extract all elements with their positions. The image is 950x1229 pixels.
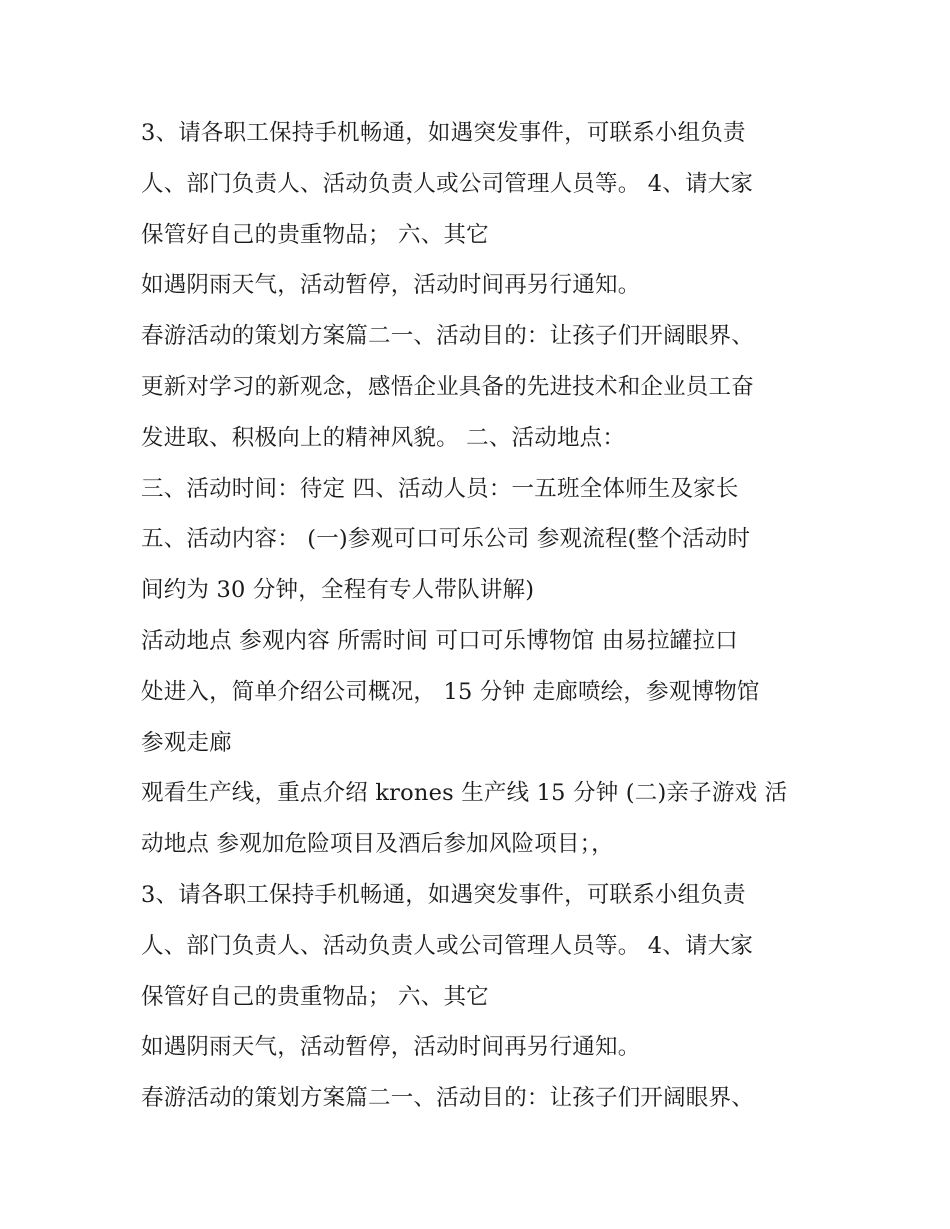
document-body	[141, 108, 821, 1124]
text-line: 如遇阴雨天气，活动暂停，活动时间再另行通知。	[141, 1034, 641, 1061]
text-line: 人、部门负责人、活动负责人或公司管理人员等。 4、请大家	[141, 932, 754, 959]
text-line: 动地点 参观加危险项目及酒后参加风险项目；，	[141, 831, 614, 858]
text-line: 观看生产线，重点介绍 krones 生产线 15 分钟 (二)亲子游戏 活	[141, 780, 788, 807]
text-line: 更新对学习的新观念，感悟企业具备的先进技术和企业员工奋	[141, 373, 754, 400]
text-line: 处进入，简单介绍公司概况， 15 分钟 走廊喷绘，参观博物馆	[141, 678, 760, 705]
text-line: 3、请各职工保持手机畅通，如遇突发事件，可联系小组负责	[141, 120, 746, 146]
text-line: 发进取、积极向上的精神风貌。 二、活动地点：	[141, 424, 626, 451]
text-line: 间约为 30 分钟，全程有专人带队讲解)	[141, 577, 535, 604]
text-line: 保管好自己的贵重物品； 六、其它	[141, 221, 489, 248]
text-line: 人、部门负责人、活动负责人或公司管理人员等。 4、请大家	[141, 170, 754, 197]
text-line: 活动地点 参观内容 所需时间 可口可乐博物馆 由易拉罐拉口	[141, 627, 738, 654]
text-line: 参观走廊	[141, 729, 232, 756]
text-line: 保管好自己的贵重物品； 六、其它	[141, 983, 489, 1010]
text-line: 春游活动的策划方案篇二一、活动目的：让孩子们开阔眼界、	[141, 1085, 754, 1112]
text-line: 春游活动的策划方案篇二一、活动目的：让孩子们开阔眼界、	[141, 323, 754, 350]
text-line: 3、请各职工保持手机畅通，如遇突发事件，可联系小组负责	[141, 881, 746, 908]
text-line: 五、活动内容： (一)参观可口可乐公司 参观流程(整个活动时	[141, 526, 751, 553]
text-line: 三、活动时间：待定 四、活动人员：一五班全体师生及家长	[141, 475, 739, 502]
text-line: 如遇阴雨天气，活动暂停，活动时间再另行通知。	[141, 272, 641, 299]
